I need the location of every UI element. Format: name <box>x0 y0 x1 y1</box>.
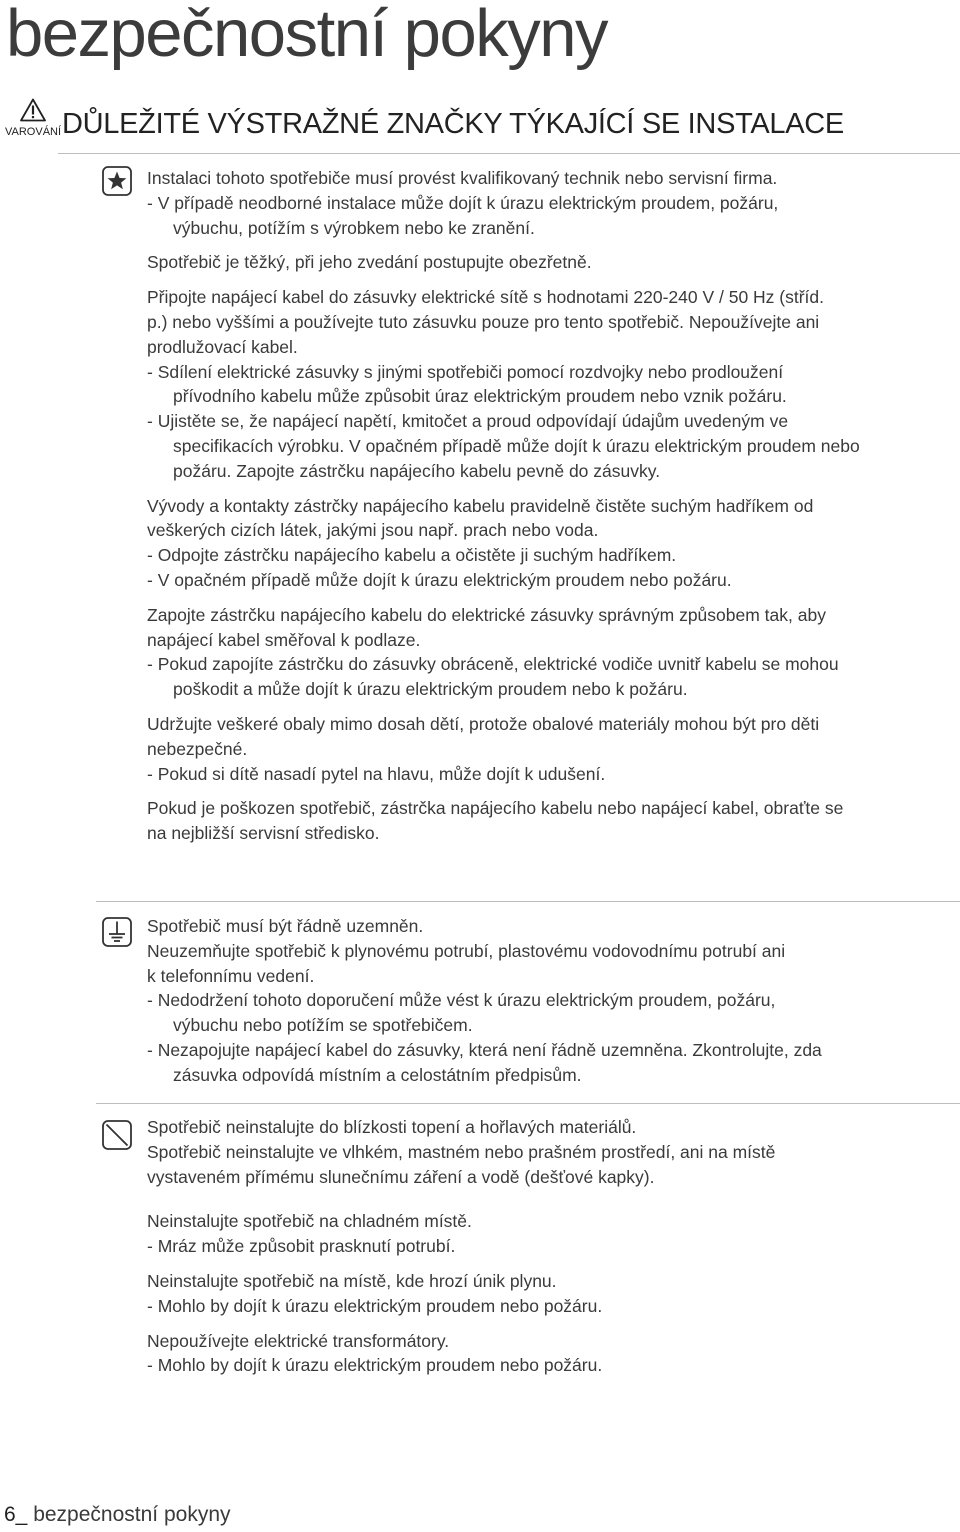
paragraph-bullet: - Sdílení elektrické zásuvky s jinými spotřebiči pomocí rozdvojky nebo prodloužení přívodního kabelu může způsobit úraz elektrickým proudem nebo vznik požáru. <box>147 361 787 407</box>
star-icon <box>102 166 132 196</box>
section-text <box>147 914 947 1098</box>
section-divider <box>96 1103 960 1104</box>
paragraph-bullet: - Nedodržení tohoto doporučení může vést k úrazu elektrickým proudem, požáru, výbuchu nebo potížím se spotřebičem. <box>147 990 776 1036</box>
paragraph-main: Neinstalujte spotřebič na chladném místě. <box>147 1211 472 1232</box>
header-divider <box>58 153 960 154</box>
ground-icon <box>102 917 132 947</box>
paragraph-bullet: - Mohlo by dojít k úrazu elektrickým proudem nebo požáru. <box>147 1355 603 1376</box>
paragraph <box>147 796 947 846</box>
paragraph <box>147 494 947 593</box>
footer-title: bezpečnostní pokyny <box>33 1503 231 1526</box>
paragraph-main: Pokud je poškozen spotřebič, zástrčka napájecího kabelu nebo napájecí kabel, obraťte se na nejbližší servisní středisko. <box>147 798 844 844</box>
paragraph-bullet: - Mráz může způsobit prasknutí potrubí. <box>147 1236 456 1257</box>
prohibited-icon <box>102 1120 132 1150</box>
section-heading: DŮLEŽITÉ VÝSTRAŽNÉ ZNAČKY TÝKAJÍCÍ SE INSTALACE <box>62 108 844 140</box>
warning-icon <box>20 98 46 122</box>
paragraph <box>147 1329 947 1379</box>
paragraph-bullet: - V opačném případě může dojít k úrazu elektrickým proudem nebo požáru. <box>147 569 732 590</box>
paragraph-main: Spotřebič je těžký, při jeho zvedání postupujte obezřetně. <box>147 252 592 273</box>
paragraph <box>147 603 947 702</box>
paragraph-main: Neinstalujte spotřebič na místě, kde hrozí únik plynu. <box>147 1270 557 1291</box>
paragraph <box>147 1115 947 1189</box>
paragraph-main: Připojte napájecí kabel do zásuvky elektrické sítě s hodnotami 220-240 V / 50 Hz (stříd. p.) nebo vyššími a používejte tuto zásuvku pouze pro tento spotřebič. Nepoužívejte ani prodlužovací kabel. <box>147 287 825 357</box>
paragraph <box>147 250 947 275</box>
paragraph-bullet: - V případě neodborné instalace může dojít k úrazu elektrickým proudem, požáru, výbuchu, potížím s výrobkem nebo ke zranění. <box>147 192 779 238</box>
warning-label: VAROVÁNÍ <box>5 126 62 138</box>
paragraph-bullet: - Pokud si dítě nasadí pytel na hlavu, může dojít k udušení. <box>147 763 606 784</box>
paragraph-main: Spotřebič neinstalujte do blízkosti topení a hořlavých materiálů. Spotřebič neinstalujte ve vlhkém, mastném nebo prašném prostředí, ani na místě vystaveném přímému slunečnímu záření a vodě (dešťové kapky). <box>147 1117 776 1187</box>
page-footer <box>4 1501 231 1529</box>
paragraph <box>147 1269 947 1319</box>
paragraph <box>147 712 947 786</box>
page-number: 6_ <box>4 1503 28 1526</box>
paragraph-main: Spotřebič musí být řádně uzemněn. Neuzemňujte spotřebič k plynovému potrubí, plastovému vodovodnímu potrubí ani k telefonnímu vedení. <box>147 916 786 986</box>
paragraph <box>147 914 947 1088</box>
paragraph-bullet: - Pokud zapojíte zástrčku do zásuvky obráceně, elektrické vodiče uvnitř kabelu se mohou poškodit a může dojít k úrazu elektrickým proudem nebo k požáru. <box>147 654 839 700</box>
page-title: bezpečnostní pokyny <box>6 0 607 71</box>
paragraph-main: Instalaci tohoto spotřebiče musí provést kvalifikovaný technik nebo servisní firma. <box>147 168 778 188</box>
paragraph-main: Zapojte zástrčku napájecího kabelu do elektrické zásuvky správným způsobem tak, aby napájecí kabel směřoval k podlaze. <box>147 604 826 650</box>
paragraph-main: Vývody a kontakty zástrčky napájecího kabelu pravidelně čistěte suchým hadříkem od veškerých cizích látek, jakými jsou např. prach nebo voda. <box>147 495 814 541</box>
warning-header <box>0 96 960 152</box>
section-divider <box>96 901 960 902</box>
paragraph-bullet: - Mohlo by dojít k úrazu elektrickým proudem nebo požáru. <box>147 1295 603 1316</box>
paragraph-bullet: - Odpojte zástrčku napájecího kabelu a očistěte ji suchým hadříkem. <box>147 545 677 566</box>
paragraph <box>147 1209 947 1259</box>
paragraph-bullet: - Ujistěte se, že napájecí napětí, kmitočet a proud odpovídají údajům uvedeným ve specifikacích výrobku. V opačném případě může dojít k úrazu elektrickým proudem nebo požáru. Zapojte zástrčku napájecího kabelu pevně do zásuvky. <box>147 411 860 481</box>
paragraph-bullet: - Nezapojujte napájecí kabel do zásuvky, která není řádně uzemněna. Zkontrolujte, zda zásuvka odpovídá místním a celostátním předpisům. <box>147 1039 822 1085</box>
paragraph <box>147 285 947 483</box>
paragraph <box>147 166 947 240</box>
paragraph-main: Udržujte veškeré obaly mimo dosah dětí, protože obalové materiály mohou být pro děti nebezpečné. <box>147 713 820 759</box>
section-text <box>147 1115 947 1388</box>
section-text <box>147 166 947 856</box>
paragraph-main: Nepoužívejte elektrické transformátory. <box>147 1330 450 1351</box>
